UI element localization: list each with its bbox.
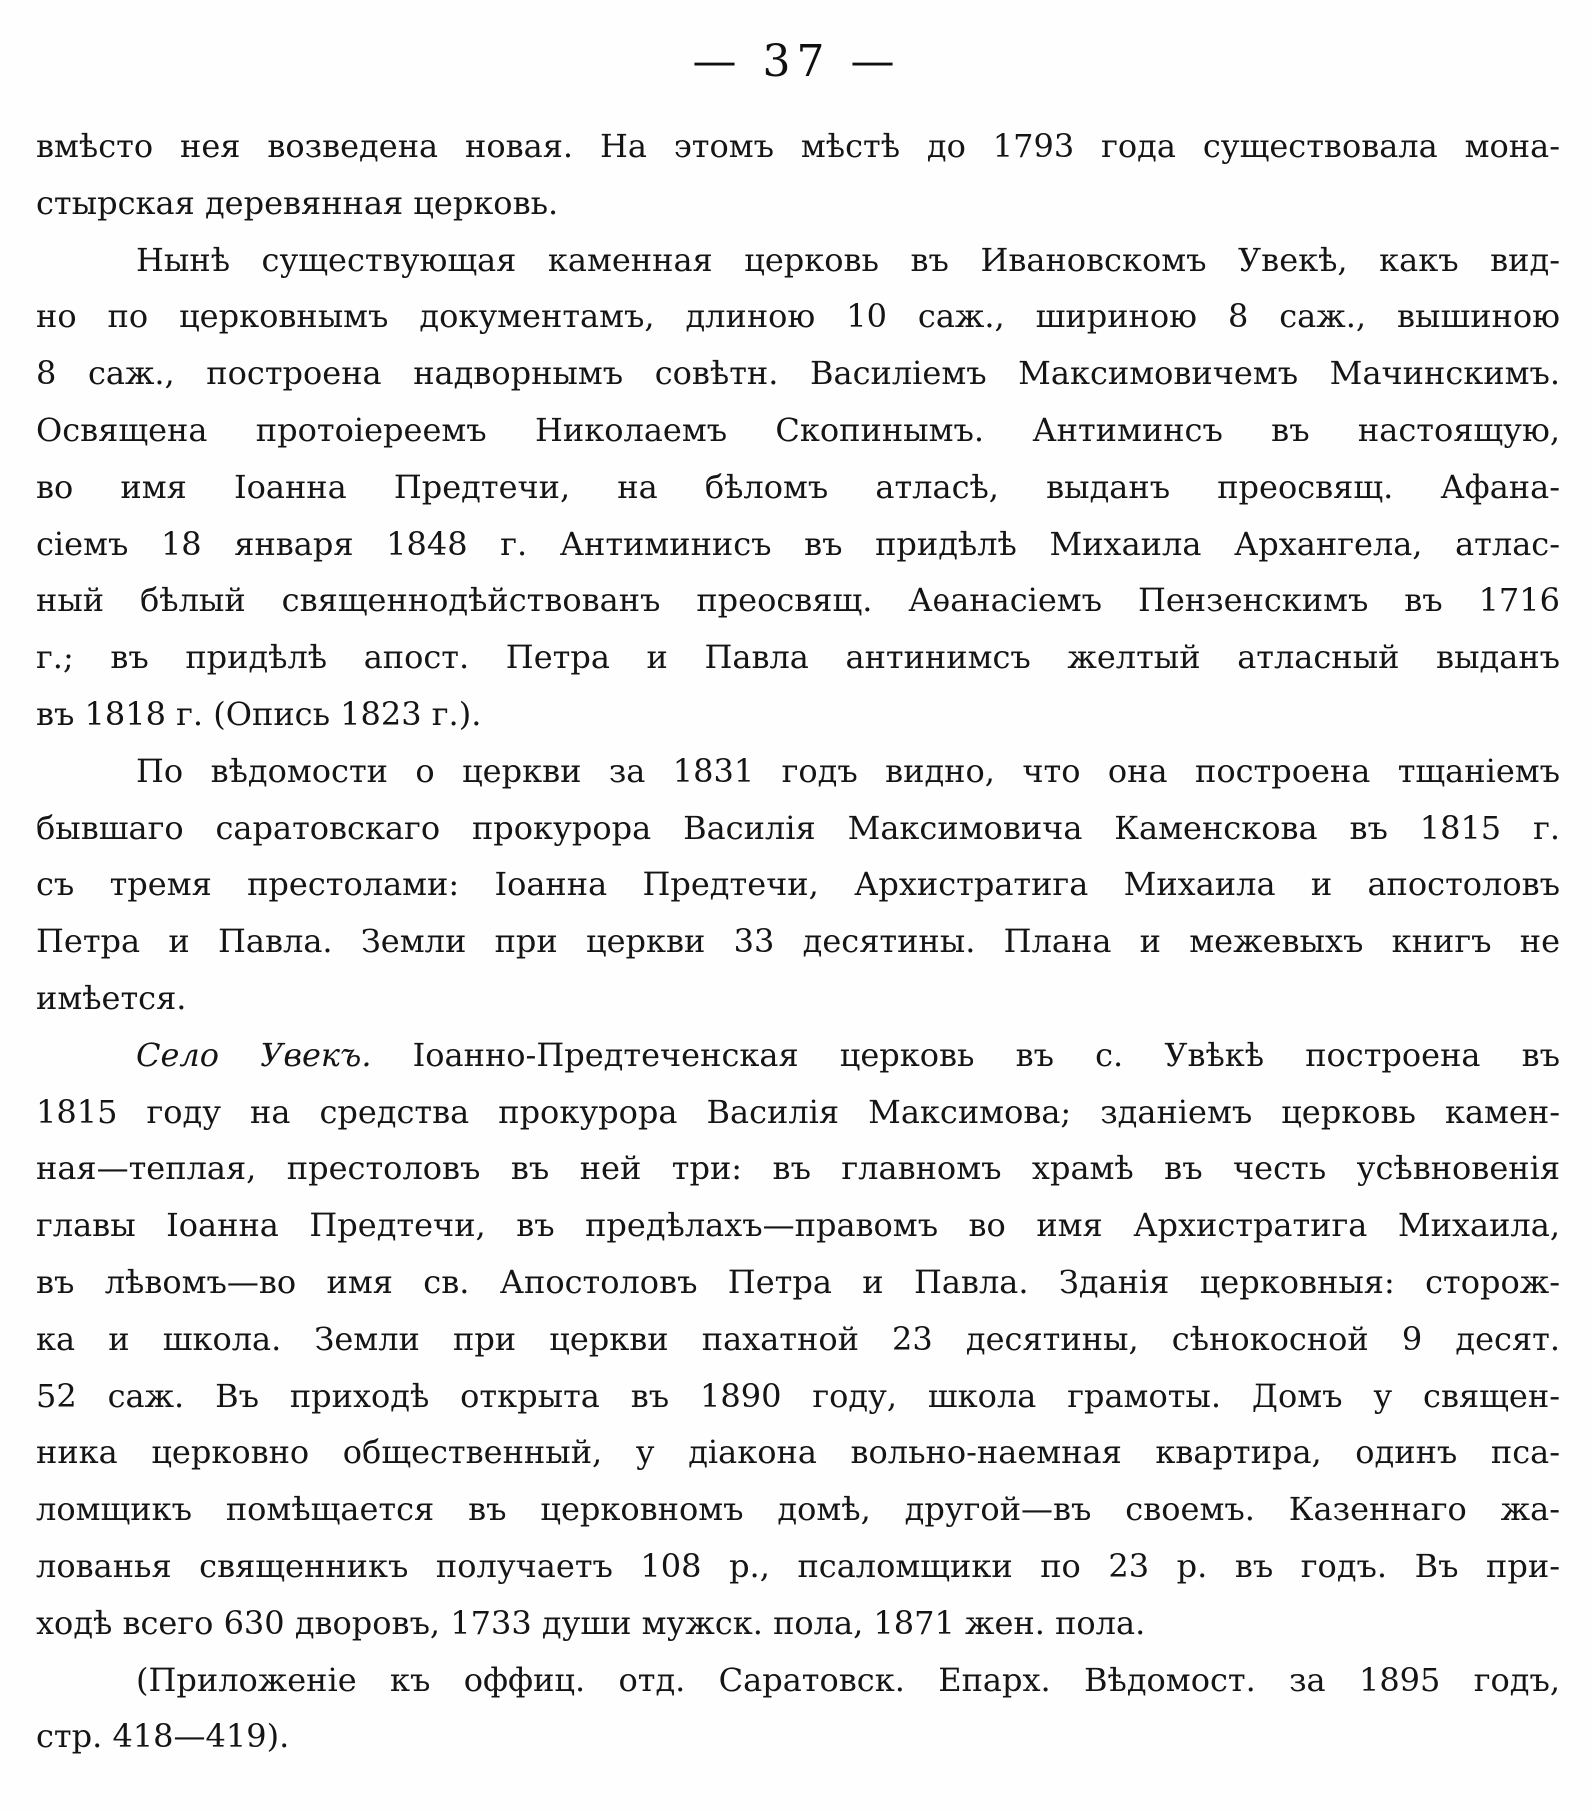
text-segment: ника церковно общественный, у діакона вольно-наемная квартира, одинъ пса- [36, 1433, 1560, 1472]
text-line [36, 288, 1560, 345]
text-line [36, 1254, 1560, 1311]
text-line [36, 572, 1560, 629]
text-line [36, 1084, 1560, 1141]
text-segment: 52 саж. Въ приходѣ открыта въ 1890 году, школа грамоты. Домъ у священ- [36, 1376, 1560, 1415]
text-segment: имѣется. [36, 978, 187, 1017]
text-block [36, 118, 1560, 1765]
text-segment: но по церковнымъ документамъ, длиною 10 саж., шириною 8 саж., вышиною [36, 297, 1560, 336]
text-line [36, 118, 1560, 175]
text-segment: Освящена протоіереемъ Николаемъ Скопинымъ. Антиминсъ въ настоящую, [36, 410, 1560, 449]
text-line [36, 686, 1560, 743]
text-line [36, 1197, 1560, 1254]
text-segment: въ лѣвомъ—во имя св. Апостоловъ Петра и Павла. Зданія церковныя: сторож- [36, 1262, 1560, 1301]
text-line [36, 345, 1560, 402]
text-line [36, 1368, 1560, 1425]
text-segment: (Приложеніе къ оффиц. отд. Саратовск. Епарх. Вѣдомост. за 1895 годъ, [136, 1660, 1560, 1699]
text-segment: По вѣдомости о церкви за 1831 годъ видно, что она построена тщаніемъ [136, 751, 1560, 790]
text-line [36, 1140, 1560, 1197]
text-segment: ка и школа. Земли при церкви пахатной 23 десятины, сѣнокосной 9 десят. [36, 1319, 1560, 1358]
text-line [36, 1027, 1560, 1084]
text-segment: главы Іоанна Предтечи, въ предѣлахъ—правомъ во имя Архистратига Михаила, [36, 1206, 1560, 1245]
text-segment: въ 1818 г. (Опись 1823 г.). [36, 694, 482, 733]
page-number: — 37 — [692, 36, 901, 87]
text-segment: 1815 году на средства прокурора Василія Максимова; зданіемъ церковь камен- [36, 1092, 1560, 1131]
text-segment: сіемъ 18 января 1848 г. Антиминисъ въ придѣлѣ Михаила Архангела, атлас- [36, 524, 1560, 563]
text-segment: лованья священникъ получаетъ 108 р., псаломщики по 23 р. въ годъ. Въ при- [36, 1546, 1560, 1585]
text-segment: бывшаго саратовскаго прокурора Василія Максимовича Каменскова въ 1815 г. [36, 808, 1560, 847]
text-segment: г.; въ придѣлѣ апост. Петра и Павла антинимсъ желтый атласный выданъ [36, 638, 1560, 677]
text-line [36, 1595, 1560, 1652]
text-segment: вмѣсто нея возведена новая. На этомъ мѣстѣ до 1793 года существовала мона- [36, 127, 1560, 165]
text-line [36, 629, 1560, 686]
text-line [36, 970, 1560, 1027]
text-segment: стр. 418—419). [36, 1717, 290, 1756]
text-line [36, 800, 1560, 857]
text-segment: ная—теплая, престоловъ въ ней три: въ главномъ храмѣ въ честь усѣвновенія [36, 1149, 1560, 1188]
text-line [36, 1311, 1560, 1368]
text-segment: во имя Іоанна Предтечи, на бѣломъ атласѣ, выданъ преосвящ. Афана- [36, 467, 1560, 506]
text-line [36, 743, 1560, 800]
text-segment: съ тремя престолами: Іоанна Предтечи, Архистратига Михаила и апостоловъ [36, 865, 1560, 904]
text-segment: 8 саж., построена надворнымъ совѣтн. Василіемъ Максимовичемъ Мачинскимъ. [36, 354, 1560, 393]
text-line [36, 459, 1560, 516]
text-line [36, 856, 1560, 913]
text-segment: стырская деревянная церковь. [36, 183, 559, 222]
text-line [36, 516, 1560, 573]
text-segment: ходѣ всего 630 дворовъ, 1733 души мужск. пола, 1871 жен. пола. [36, 1603, 1146, 1642]
text-line [36, 913, 1560, 970]
text-segment: Нынѣ существующая каменная церковь въ Ивановскомъ Увекѣ, какъ вид- [136, 240, 1560, 279]
text-line [36, 175, 1560, 232]
text-line [36, 232, 1560, 289]
text-line [36, 1481, 1560, 1538]
text-line [36, 1538, 1560, 1595]
text-line [36, 1424, 1560, 1481]
text-line [36, 1708, 1560, 1765]
village-name-italic: Село Увекъ. [136, 1035, 372, 1074]
text-line [36, 402, 1560, 459]
text-segment: Петра и Павла. Земли при церкви 33 десятины. Плана и межевыхъ книгъ не [36, 922, 1560, 961]
text-segment: ломщикъ помѣщается въ церковномъ домѣ, другой—въ своемъ. Казеннаго жа- [36, 1490, 1560, 1529]
text-segment: Іоанно-Предтеченская церковь въ с. Увѣкѣ построена въ [371, 1035, 1561, 1074]
text-segment: ный бѣлый священнодѣйствованъ преосвящ. Аѳанасіемъ Пензенскимъ въ 1716 [36, 581, 1560, 620]
text-line [36, 1652, 1560, 1709]
